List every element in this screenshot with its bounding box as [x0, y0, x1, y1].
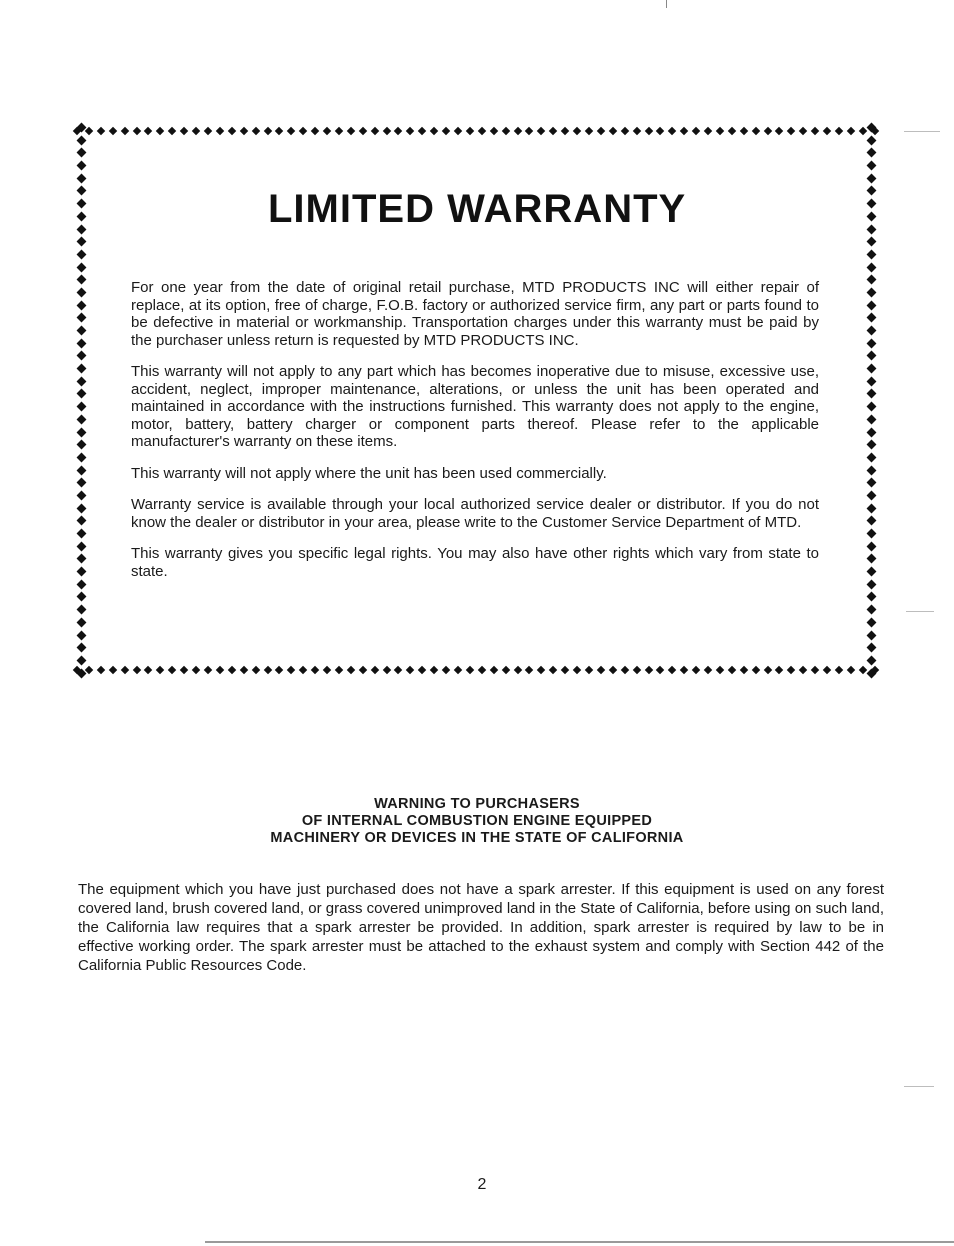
warranty-paragraph: This warranty gives you specific legal rights. You may also have other rights which vary from state to state.	[131, 545, 819, 580]
diamond-ornament	[204, 127, 212, 135]
diamond-ornament	[204, 666, 212, 674]
diamond-ornament	[866, 503, 876, 513]
heading-line: OF INTERNAL COMBUSTION ENGINE EQUIPPED	[301, 813, 653, 829]
diamond-ornament	[620, 127, 628, 135]
diamond-ornament	[489, 666, 497, 674]
diamond-ornament	[311, 127, 319, 135]
diamond-ornament	[866, 452, 876, 462]
diamond-ornament	[478, 666, 486, 674]
diamond-ornament	[866, 249, 876, 259]
diamond-ornament	[823, 127, 831, 135]
diamond-ornament	[359, 666, 367, 674]
diamond-ornament	[263, 666, 271, 674]
warranty-paragraph: This warranty will not apply to any part which has becomes inoperative due to misuse, excessive use, accident, neglect, improper maintenance, alterations, or unless the unit has been operated and maintained in accordance with the instructions furnished. This warranty does not apply to the engine, motor, battery, battery charger or component parts thereof. Please refer to the applicable manufacturer's warranty on these items.	[131, 363, 819, 450]
diamond-ornament	[442, 127, 450, 135]
diamond-ornament	[537, 666, 545, 674]
diamond-ornament	[76, 541, 86, 551]
diamond-ornament	[866, 364, 876, 374]
diamond-ornament	[251, 666, 259, 674]
california-warning-heading	[150, 796, 804, 847]
diamond-ornament	[76, 605, 86, 615]
diamond-ornament	[132, 666, 140, 674]
diamond-ornament	[370, 127, 378, 135]
diamond-ornament	[866, 199, 876, 209]
diamond-ornament	[251, 127, 259, 135]
diamond-ornament	[311, 666, 319, 674]
diamond-ornament	[573, 666, 581, 674]
diamond-ornament	[478, 127, 486, 135]
diamond-ornament	[76, 592, 86, 602]
diamond-border-right	[864, 124, 878, 677]
diamond-ornament	[347, 666, 355, 674]
diamond-ornament	[76, 630, 86, 640]
diamond-ornament	[180, 666, 188, 674]
diamond-ornament	[823, 666, 831, 674]
diamond-ornament	[866, 402, 876, 412]
diamond-ornament	[228, 127, 236, 135]
diamond-ornament	[561, 666, 569, 674]
diamond-ornament	[76, 287, 86, 297]
diamond-ornament	[76, 161, 86, 171]
diamond-ornament	[335, 127, 343, 135]
diamond-ornament	[668, 127, 676, 135]
diamond-ornament	[866, 338, 876, 348]
diamond-ornament	[76, 414, 86, 424]
diamond-ornament	[799, 127, 807, 135]
diamond-ornament	[76, 376, 86, 386]
diamond-ornament	[228, 666, 236, 674]
warranty-body	[131, 279, 819, 594]
diamond-ornament	[76, 300, 86, 310]
diamond-ornament	[751, 127, 759, 135]
diamond-ornament	[97, 127, 105, 135]
diamond-ornament	[263, 127, 271, 135]
diamond-ornament	[573, 127, 581, 135]
diamond-ornament	[382, 127, 390, 135]
diamond-ornament	[299, 666, 307, 674]
diamond-ornament	[866, 617, 876, 627]
diamond-ornament	[430, 666, 438, 674]
diamond-ornament	[866, 605, 876, 615]
diamond-ornament	[763, 127, 771, 135]
diamond-ornament	[811, 666, 819, 674]
diamond-ornament	[866, 668, 876, 678]
diamond-ornament	[751, 666, 759, 674]
diamond-ornament	[76, 313, 86, 323]
diamond-ornament	[525, 127, 533, 135]
diamond-ornament	[585, 127, 593, 135]
diamond-ornament	[76, 402, 86, 412]
diamond-ornament	[866, 427, 876, 437]
diamond-ornament	[76, 211, 86, 221]
diamond-ornament	[847, 127, 855, 135]
diamond-ornament	[866, 135, 876, 145]
diamond-ornament	[180, 127, 188, 135]
diamond-ornament	[76, 655, 86, 665]
diamond-ornament	[866, 173, 876, 183]
diamond-ornament	[406, 127, 414, 135]
scan-artifact	[666, 0, 667, 8]
diamond-ornament	[76, 503, 86, 513]
diamond-ornament	[763, 666, 771, 674]
diamond-ornament	[76, 579, 86, 589]
diamond-ornament	[866, 186, 876, 196]
diamond-ornament	[597, 666, 605, 674]
diamond-ornament	[775, 127, 783, 135]
diamond-ornament	[549, 127, 557, 135]
diamond-ornament	[866, 440, 876, 450]
diamond-ornament	[76, 262, 86, 272]
diamond-ornament	[466, 127, 474, 135]
diamond-ornament	[525, 666, 533, 674]
diamond-ornament	[668, 666, 676, 674]
diamond-ornament	[287, 666, 295, 674]
diamond-ornament	[513, 127, 521, 135]
diamond-ornament	[168, 127, 176, 135]
diamond-ornament	[156, 666, 164, 674]
diamond-ornament	[620, 666, 628, 674]
scan-artifact	[904, 1086, 934, 1087]
diamond-ornament	[656, 127, 664, 135]
diamond-ornament	[430, 127, 438, 135]
diamond-ornament	[866, 643, 876, 653]
diamond-ornament	[76, 478, 86, 488]
diamond-ornament	[76, 554, 86, 564]
diamond-ornament	[454, 127, 462, 135]
diamond-ornament	[76, 224, 86, 234]
diamond-ornament	[866, 148, 876, 158]
diamond-ornament	[609, 666, 617, 674]
diamond-ornament	[108, 666, 116, 674]
diamond-ornament	[382, 666, 390, 674]
california-warning-body: The equipment which you have just purchased does not have a spark arrester. If this equipment is used on any forest covered land, brush covered land, or grass covered unimproved land in the State of California, before using on such land, the California law requires that a spark arrester be provided. In addition, spark arrester is required by law to be in effective working order. The spark arrester must be attached to the exhaust system and comply with Section 442 of the California Public Resources Code.	[78, 881, 884, 974]
diamond-ornament	[359, 127, 367, 135]
diamond-ornament	[549, 666, 557, 674]
diamond-ornament	[716, 127, 724, 135]
diamond-ornament	[76, 452, 86, 462]
diamond-ornament	[866, 414, 876, 424]
diamond-ornament	[866, 579, 876, 589]
warranty-title: LIMITED WARRANTY	[268, 187, 687, 231]
diamond-ornament	[442, 666, 450, 674]
diamond-ornament	[275, 666, 283, 674]
diamond-ornament	[787, 666, 795, 674]
diamond-ornament	[866, 655, 876, 665]
diamond-ornament	[866, 211, 876, 221]
diamond-ornament	[76, 123, 86, 133]
scan-artifact	[205, 1241, 954, 1243]
diamond-ornament	[347, 127, 355, 135]
diamond-ornament	[644, 666, 652, 674]
diamond-ornament	[76, 351, 86, 361]
diamond-ornament	[394, 127, 402, 135]
diamond-ornament	[394, 666, 402, 674]
diamond-ornament	[335, 666, 343, 674]
diamond-ornament	[239, 666, 247, 674]
diamond-ornament	[370, 666, 378, 674]
diamond-ornament	[76, 364, 86, 374]
diamond-ornament	[144, 666, 152, 674]
diamond-ornament	[239, 127, 247, 135]
diamond-ornament	[76, 199, 86, 209]
diamond-ornament	[775, 666, 783, 674]
diamond-ornament	[76, 529, 86, 539]
diamond-ornament	[418, 666, 426, 674]
diamond-ornament	[76, 567, 86, 577]
diamond-ornament	[866, 567, 876, 577]
diamond-ornament	[835, 666, 843, 674]
diamond-ornament	[132, 127, 140, 135]
diamond-ornament	[76, 516, 86, 526]
diamond-ornament	[76, 275, 86, 285]
diamond-ornament	[192, 666, 200, 674]
diamond-ornament	[866, 389, 876, 399]
diamond-ornament	[866, 224, 876, 234]
diamond-ornament	[585, 666, 593, 674]
diamond-border-left	[74, 124, 88, 677]
diamond-ornament	[866, 351, 876, 361]
diamond-ornament	[76, 643, 86, 653]
diamond-ornament	[680, 127, 688, 135]
warranty-paragraph: This warranty will not apply where the unit has been used commercially.	[131, 464, 607, 482]
heading-line: MACHINERY OR DEVICES IN THE STATE OF CALIFORNIA	[270, 830, 684, 846]
diamond-ornament	[76, 490, 86, 500]
diamond-ornament	[632, 666, 640, 674]
diamond-ornament	[216, 666, 224, 674]
diamond-ornament	[866, 237, 876, 247]
warranty-paragraph: Warranty service is available through your local authorized service dealer or distributor. If you do not know the dealer or distributor in your area, please write to the Customer Service Department of MTD.	[131, 496, 819, 531]
diamond-ornament	[740, 127, 748, 135]
diamond-ornament	[866, 592, 876, 602]
diamond-ornament	[692, 127, 700, 135]
diamond-ornament	[108, 127, 116, 135]
diamond-ornament	[537, 127, 545, 135]
diamond-ornament	[76, 389, 86, 399]
diamond-border-top	[74, 124, 878, 138]
diamond-ornament	[76, 186, 86, 196]
diamond-ornament	[561, 127, 569, 135]
diamond-ornament	[76, 440, 86, 450]
diamond-ornament	[728, 127, 736, 135]
diamond-ornament	[76, 338, 86, 348]
diamond-ornament	[216, 127, 224, 135]
diamond-ornament	[866, 275, 876, 285]
diamond-ornament	[299, 127, 307, 135]
diamond-ornament	[728, 666, 736, 674]
diamond-ornament	[489, 127, 497, 135]
diamond-ornament	[866, 161, 876, 171]
diamond-ornament	[866, 262, 876, 272]
diamond-ornament	[847, 666, 855, 674]
diamond-ornament	[704, 666, 712, 674]
diamond-ornament	[866, 300, 876, 310]
diamond-ornament	[156, 127, 164, 135]
diamond-ornament	[656, 666, 664, 674]
diamond-ornament	[866, 313, 876, 323]
diamond-ornament	[76, 148, 86, 158]
diamond-ornament	[787, 127, 795, 135]
diamond-ornament	[740, 666, 748, 674]
diamond-ornament	[454, 666, 462, 674]
diamond-ornament	[632, 127, 640, 135]
scan-artifact	[904, 131, 940, 132]
diamond-ornament	[97, 666, 105, 674]
diamond-ornament	[76, 617, 86, 627]
diamond-ornament	[323, 127, 331, 135]
diamond-ornament	[866, 123, 876, 133]
diamond-ornament	[76, 465, 86, 475]
diamond-ornament	[144, 127, 152, 135]
diamond-ornament	[192, 127, 200, 135]
diamond-ornament	[120, 666, 128, 674]
diamond-ornament	[168, 666, 176, 674]
diamond-ornament	[597, 127, 605, 135]
diamond-ornament	[866, 630, 876, 640]
diamond-ornament	[76, 668, 86, 678]
diamond-ornament	[76, 326, 86, 336]
diamond-ornament	[811, 127, 819, 135]
diamond-ornament	[501, 666, 509, 674]
scan-artifact	[906, 611, 934, 612]
diamond-ornament	[76, 237, 86, 247]
diamond-ornament	[866, 490, 876, 500]
diamond-ornament	[120, 127, 128, 135]
diamond-ornament	[866, 541, 876, 551]
diamond-ornament	[275, 127, 283, 135]
diamond-ornament	[406, 666, 414, 674]
diamond-border-bottom	[74, 663, 878, 677]
page-number: 2	[477, 1176, 487, 1193]
diamond-ornament	[609, 127, 617, 135]
diamond-ornament	[466, 666, 474, 674]
diamond-ornament	[866, 478, 876, 488]
diamond-ornament	[76, 173, 86, 183]
diamond-ornament	[866, 465, 876, 475]
diamond-ornament	[704, 127, 712, 135]
diamond-ornament	[866, 326, 876, 336]
diamond-ornament	[501, 127, 509, 135]
diamond-ornament	[323, 666, 331, 674]
diamond-ornament	[287, 127, 295, 135]
diamond-ornament	[76, 427, 86, 437]
diamond-ornament	[866, 376, 876, 386]
diamond-ornament	[513, 666, 521, 674]
diamond-ornament	[76, 135, 86, 145]
diamond-ornament	[866, 516, 876, 526]
diamond-ornament	[866, 287, 876, 297]
diamond-ornament	[866, 529, 876, 539]
diamond-ornament	[680, 666, 688, 674]
diamond-ornament	[418, 127, 426, 135]
diamond-ornament	[716, 666, 724, 674]
warranty-paragraph: For one year from the date of original retail purchase, MTD PRODUCTS INC will either repair of replace, at its option, free of charge, F.O.B. factory or authorized service firm, any part or parts found to be defective in material or workmanship. Transportation charges under this warranty must be paid by the purchaser unless return is requested by MTD PRODUCTS INC.	[131, 279, 819, 349]
diamond-ornament	[799, 666, 807, 674]
heading-line: WARNING TO PURCHASERS	[374, 796, 580, 812]
diamond-ornament	[866, 554, 876, 564]
diamond-ornament	[692, 666, 700, 674]
diamond-ornament	[644, 127, 652, 135]
diamond-ornament	[835, 127, 843, 135]
diamond-ornament	[76, 249, 86, 259]
